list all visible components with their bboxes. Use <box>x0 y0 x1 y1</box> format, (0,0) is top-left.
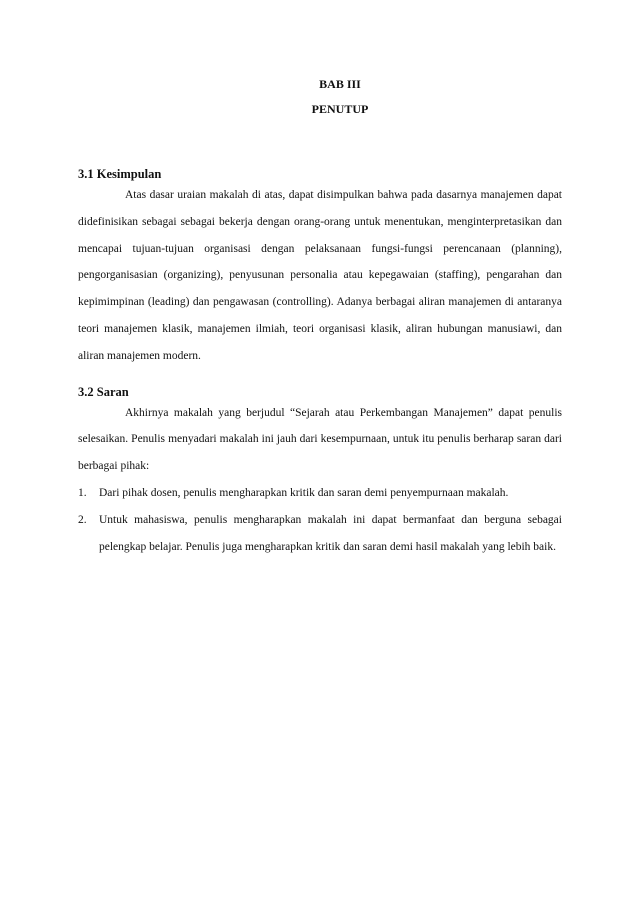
list-item <box>78 480 562 507</box>
list-item <box>78 507 562 561</box>
document-page <box>78 72 562 560</box>
list-item-text: Dari pihak dosen, penulis mengharapkan kritik dan saran demi penyempurnaan makalah. <box>99 486 509 499</box>
list-item-number: 1. <box>78 486 87 499</box>
saran-paragraph: Akhirnya makalah yang berjudul “Sejarah atau Perkembangan Manajemen” dapat penulis selesaikan. Penulis menyadari makalah ini jauh dari kesempurnaan, untuk itu penulis berharap saran dari berbagai pihak: <box>78 406 562 473</box>
chapter-title: PENUTUP <box>311 102 369 116</box>
saran-list <box>78 480 562 560</box>
section-title-kesimpulan: 3.1 Kesimpulan <box>78 167 162 181</box>
kesimpulan-paragraph: Atas dasar uraian makalah di atas, dapat disimpulkan bahwa pada dasarnya manajemen dapat didefinisikan sebagai sebagai bekerja dengan orang-orang untuk menentukan, menginterpretasikan dan mencapai tujuan-tujuan organisasi dengan pelaksanaan fungsi-fungsi perencanaan (planning), pengorganisasian (organizing), penyusunan personalia atau kepegawaian (staffing), pengarahan dan kepimimpinan (leading) dan pengawasan (controlling). Adanya berbagai aliran manajemen di antaranya teori manajemen klasik, manajemen ilmiah, teori organisasi klasik, aliran hubungan manusiawi, dan aliran manajemen modern. <box>78 189 562 362</box>
section-title-saran: 3.2 Saran <box>78 384 129 399</box>
list-item-number: 2. <box>78 513 87 526</box>
list-item-text: Untuk mahasiswa, penulis mengharapkan makalah ini dapat bermanfaat dan berguna sebagai pelengkap belajar. Penulis juga mengharapkan kritik dan saran demi hasil makalah yang lebih baik. <box>99 513 562 553</box>
chapter-number: BAB III <box>319 77 361 91</box>
